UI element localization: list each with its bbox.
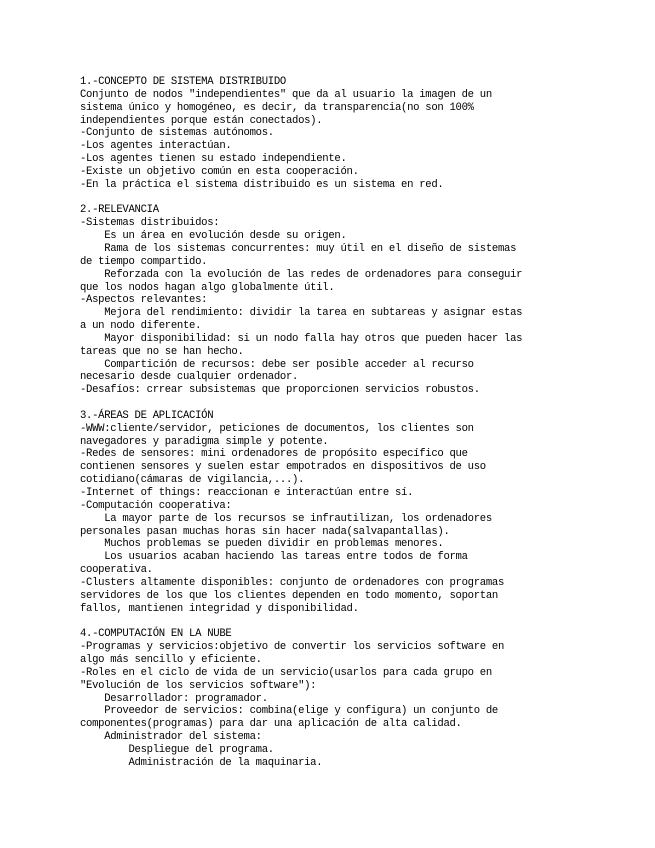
section-heading: 3.-ÁREAS DE APLICACIÓN	[80, 409, 214, 422]
text-line: -Clusters altamente disponibles: conjunto de ordenadores con programas	[80, 576, 505, 589]
section-heading: 1.-CONCEPTO DE SISTEMA DISTRIBUIDO	[80, 76, 286, 88]
text-line: cotidiano(cámaras de vigilancia,...).	[80, 474, 305, 487]
text-line: de tiempo compartido.	[80, 255, 208, 268]
text-line: personales pasan muchas horas sin hacer nada(salvapantallas).	[80, 525, 450, 538]
text-line: que los nodos hagan algo globalmente útil.	[80, 281, 335, 294]
text-line: -Aspectos relevantes:	[80, 294, 208, 307]
document-section	[80, 410, 640, 616]
text-line: -Computación cooperativa:	[80, 499, 232, 512]
text-line: -Sistemas distribuidos:	[80, 217, 220, 230]
text-line: Proveedor de servicios: combina(elige y configura) un conjunto de	[80, 705, 498, 718]
document-page	[80, 76, 640, 770]
text-line: algo más sencillo y eficiente.	[80, 653, 262, 666]
text-line: contienen sensores y suelen estar empotrados en dispositivos de uso	[80, 461, 486, 474]
text-line: "Evolución de los servicios software"):	[80, 679, 317, 692]
text-line: tareas que no se han hecho.	[80, 345, 244, 358]
text-line: -Roles en el ciclo de vida de un servicio(usarlos para cada grupo en	[80, 666, 492, 679]
section-heading: 2.-RELEVANCIA	[80, 204, 159, 217]
text-line: -Conjunto de sistemas autónomos.	[80, 127, 274, 140]
text-line: Administrador del sistema:	[80, 731, 262, 744]
text-line: fallos, mantienen integridad y disponibilidad.	[80, 602, 359, 615]
text-line: -Internet of things: reaccionan e interactúan entre sí.	[80, 487, 414, 499]
text-line: componentes(programas) para dar una aplicación de alta calidad.	[80, 718, 462, 731]
text-line: -Los agentes tienen su estado independiente.	[80, 153, 347, 166]
text-line: -WWW:cliente/servidor, peticiones de documentos, los clientes son	[80, 422, 474, 435]
text-line: Despliegue del programa.	[80, 743, 274, 756]
text-line: Administración de la maquinaria.	[80, 756, 323, 769]
text-line: sistema único y homogéneo, es decir, da transparencia(no son 100%	[80, 101, 474, 114]
text-line: Compartición de recursos: debe ser posible acceder al recurso	[80, 358, 474, 371]
text-line: -Redes de sensores: mini ordenadores de propósito específico que	[80, 448, 468, 461]
text-line: Es un área en evolución desde su origen.	[80, 230, 347, 243]
section-heading: 4.-COMPUTACIÓN EN LA NUBE	[80, 628, 232, 641]
text-line: Reforzada con la evolución de las redes de ordenadores para conseguir	[80, 268, 523, 281]
text-line: -Programas y servicios:objetivo de convertir los servicios software en	[80, 641, 505, 654]
text-line: servidores de los que los clientes dependen en todo momento, soportan	[80, 589, 498, 602]
text-line: Rama de los sistemas concurrentes: muy útil en el diseño de sistemas	[80, 242, 517, 255]
document-section	[80, 204, 640, 397]
text-line: -Los agentes interactúan.	[80, 140, 232, 153]
document-section	[80, 76, 640, 192]
text-line: -En la práctica el sistema distribuido es un sistema en red.	[80, 178, 444, 191]
section-gap	[80, 192, 640, 205]
text-line: Mayor disponibilidad: si un nodo falla hay otros que pueden hacer las	[80, 332, 523, 345]
text-line: independientes porque están conectados).	[80, 114, 323, 127]
text-line: cooperativa.	[80, 564, 153, 577]
text-line: a un nodo diferente.	[80, 320, 202, 333]
text-line: navegadores y paradigma simple y potente.	[80, 435, 329, 448]
text-line: Muchos problemas se pueden dividir en problemas menores.	[80, 538, 444, 551]
text-line: Conjunto de nodos "independientes" que da al usuario la imagen de un	[80, 88, 492, 101]
text-line: Desarrollador: programador.	[80, 692, 268, 705]
text-line: necesario desde cualquier ordenador.	[80, 371, 299, 384]
section-gap	[80, 615, 640, 628]
text-line: -Desafíos: crrear subsistemas que proporcionen servicios robustos.	[80, 384, 480, 397]
text-line: -Existe un objetivo común en esta cooperación.	[80, 165, 359, 178]
text-line: Los usuarios acaban haciendo las tareas entre todos de forma	[80, 551, 468, 564]
text-line: Mejora del rendimiento: dividir la tarea en subtareas y asignar estas	[80, 307, 523, 320]
text-line: La mayor parte de los recursos se infrautilizan, los ordenadores	[80, 512, 492, 525]
section-gap	[80, 397, 640, 410]
document-section	[80, 628, 640, 769]
